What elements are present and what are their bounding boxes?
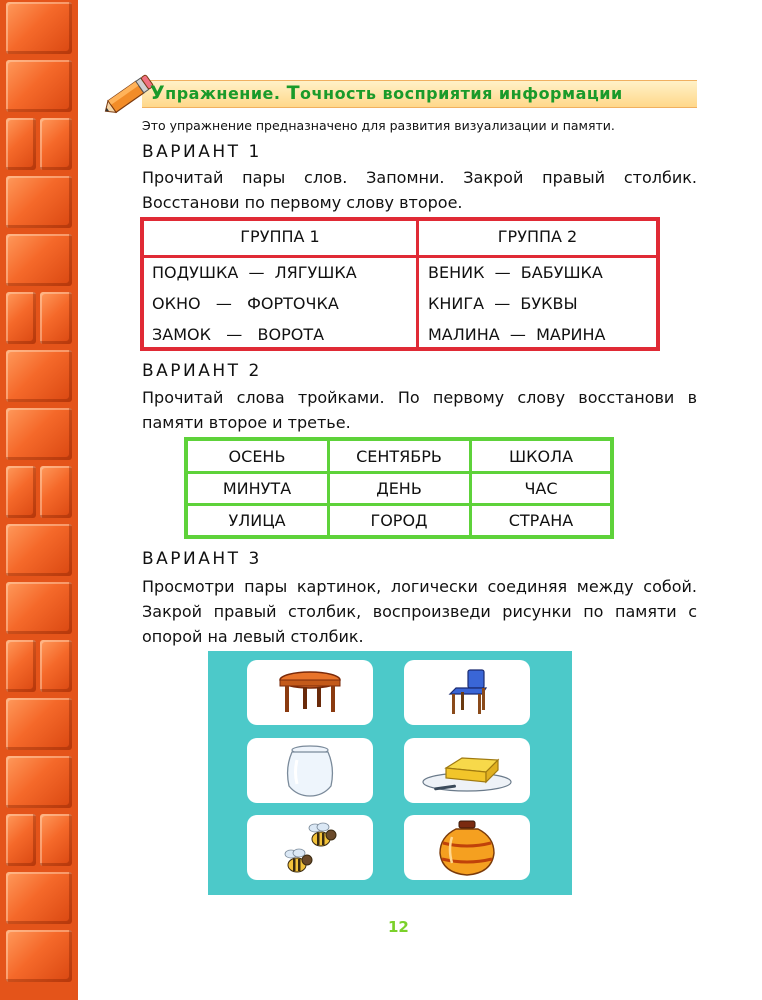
pair-word-left: ОКНО [152, 294, 201, 313]
pair-word-left: ЗАМОК [152, 325, 211, 344]
border-tile [6, 698, 72, 750]
border-tile [6, 756, 72, 808]
word-triples-table [184, 437, 614, 539]
border-tile [6, 292, 36, 344]
title-topic: очность восприятия информации [300, 84, 623, 103]
triple-word: ГОРОД [370, 511, 428, 530]
table-icon [247, 660, 373, 725]
border-tile [6, 118, 36, 170]
pair-word-left: ВЕНИК [428, 263, 485, 282]
jar-icon [247, 738, 373, 803]
pair-word-left: ПОДУШКА [152, 263, 239, 282]
border-tile [6, 60, 72, 112]
word-pair [428, 325, 605, 344]
pair-dash: — [248, 263, 265, 282]
picture-card-right [404, 738, 530, 803]
pair-word-right: ВОРОТА [257, 325, 325, 344]
pair-word-right: БАБУШКА [520, 263, 603, 282]
border-tile [6, 234, 72, 286]
picture-card-left [247, 815, 373, 880]
table-divider [188, 503, 610, 506]
honey-pot-icon [404, 815, 530, 880]
border-tile [6, 872, 72, 924]
word-pairs-table [140, 217, 660, 351]
chair-icon [404, 660, 530, 725]
border-tile [6, 640, 36, 692]
butter-dish-icon [404, 738, 530, 803]
triple-word: МИНУТА [222, 479, 292, 498]
variant-1-instructions: Прочитай пары слов. Запомни. Закрой правый столбик. Восстанови по первому слову второе. [142, 168, 697, 212]
picture-card-left [247, 738, 373, 803]
variant-3-label: ВАРИАНТ 3 [142, 549, 262, 569]
border-tile [40, 466, 72, 518]
variant-2-label: ВАРИАНТ 2 [142, 361, 262, 381]
pair-dash: — [226, 325, 243, 344]
bees-icon [247, 815, 373, 880]
decorative-tile-border [0, 0, 78, 1000]
pair-word-right: ФОРТОЧКА [247, 294, 339, 313]
table-divider [188, 471, 610, 474]
border-tile [6, 930, 72, 982]
pair-dash: — [494, 294, 511, 313]
triple-word: ЧАС [524, 479, 558, 498]
title-word-exercise: пражнение. [165, 84, 281, 103]
exercise-title [150, 82, 623, 104]
picture-card-right [404, 815, 530, 880]
border-tile [6, 814, 36, 866]
title-cap-letter: Т [286, 82, 301, 104]
word-pair [428, 263, 603, 282]
triple-word: ДЕНЬ [376, 479, 422, 498]
pair-word-left: КНИГА [428, 294, 485, 313]
border-tile [6, 350, 72, 402]
picture-pairs-panel [208, 651, 572, 895]
triple-word: ШКОЛА [508, 447, 574, 466]
group-2-header: ГРУППА 2 [497, 227, 578, 246]
title-cap-letter: У [150, 82, 166, 104]
word-pair [152, 263, 357, 282]
border-tile [40, 292, 72, 344]
pair-dash: — [215, 294, 232, 313]
pair-dash: — [494, 263, 511, 282]
word-pair [428, 294, 578, 313]
border-tile [6, 466, 36, 518]
pair-word-right: ЛЯГУШКА [274, 263, 357, 282]
variant-2-instructions: Прочитай слова тройками. По первому слову восстанови в памяти второе и третье. [142, 388, 697, 432]
pair-word-right: БУКВЫ [520, 294, 578, 313]
border-tile [6, 408, 72, 460]
word-pair [152, 325, 324, 344]
border-tile [40, 814, 72, 866]
group-1-header: ГРУППА 1 [240, 227, 320, 246]
triple-word: СЕНТЯБРЬ [356, 447, 442, 466]
border-tile [6, 524, 72, 576]
triple-word: СТРАНА [508, 511, 574, 530]
border-tile [6, 176, 72, 228]
table-divider [144, 255, 656, 258]
border-tile [40, 640, 72, 692]
border-tile [6, 582, 72, 634]
word-pair [152, 294, 339, 313]
pair-dash: — [509, 325, 526, 344]
page-number: 12 [388, 918, 409, 936]
variant-3-instructions: Просмотри пары картинок, логически соединяя между собой. Закрой правый столбик, воспроизведи рисунки по памяти с опорой на левый столбик. [142, 577, 697, 646]
border-tile [40, 118, 72, 170]
triple-word: УЛИЦА [228, 511, 286, 530]
triple-word: ОСЕНЬ [228, 447, 286, 466]
picture-card-right [404, 660, 530, 725]
border-tile [6, 2, 72, 54]
intro-text: Это упражнение предназначено для развития визуализации и памяти. [142, 118, 615, 133]
variant-1-label: ВАРИАНТ 1 [142, 142, 262, 162]
pair-word-left: МАЛИНА [428, 325, 500, 344]
picture-card-left [247, 660, 373, 725]
pair-word-right: МАРИНА [536, 325, 606, 344]
